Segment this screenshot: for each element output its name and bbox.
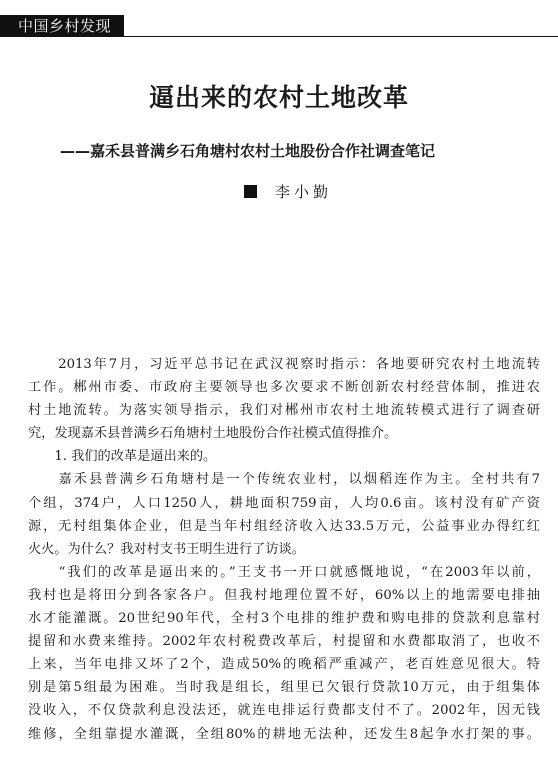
body-text-line: 个组，374户，人口1250人，耕地面积759亩，人均0.6亩。该村没有矿产资 bbox=[28, 495, 540, 511]
body-text-line: “我们的改革是逼出来的。”王支书一开口就感慨地说，“在2003年以前， bbox=[28, 564, 540, 580]
body-text-line: 嘉禾县普满乡石角塘村是一个传统农业村，以烟稻连作为主。全村共有7 bbox=[28, 472, 540, 488]
body-text-line: 我村也是将田分到各家各户。但我村地理位置不好，60%以上的地需要电排抽 bbox=[28, 587, 540, 603]
body-text-line: 工作。郴州市委、市政府主要领导也多次要求不断创新农村经营体制，推进农 bbox=[28, 380, 540, 396]
body-text-line: 水才能灌溉。20世纪90年代，全村3个电排的维护费和购电排的贷款利息靠村 bbox=[28, 611, 540, 627]
body-text-line: 究，发现嘉禾县普满乡石角塘村土地股份合作社模式值得推介。 bbox=[28, 426, 398, 442]
body-text-line: 村土地流转。为落实领导指示，我们对郴州市农村土地流转模式进行了调查研 bbox=[28, 403, 540, 419]
body-text-line: 上来，当年电排又坏了2个，造成50%的晚稻严重减产，老百姓意见很大。特 bbox=[28, 657, 540, 673]
article-subtitle: ——嘉禾县普满乡石角塘村农村土地股份合作社调查笔记 bbox=[60, 142, 436, 160]
body-text-line: 源，无村组集体企业，但是当年村组经济收入达33.5万元，公益事业办得红红 bbox=[28, 518, 540, 534]
article-body bbox=[28, 353, 540, 746]
body-text-line: 维修，全组靠提水灌溉，全组80%的耕地无法种，还发生8起争水打架的事。 bbox=[28, 726, 540, 742]
body-text-line: 火火。为什么？我对村支书王明生进行了访谈。 bbox=[28, 541, 305, 557]
body-text-line: 1. 我们的改革是逼出来的。 bbox=[28, 449, 217, 465]
square-bullet-icon bbox=[244, 185, 257, 198]
author-name: 李小勤 bbox=[275, 183, 333, 201]
body-text-line: 2013年7月，习近平总书记在武汉视察时指示：各地要研究农村土地流转 bbox=[28, 357, 540, 372]
body-text-line: 没收入，不仅贷款利息没法还，就连电排运行费都支付不了。2002年，因无钱 bbox=[28, 703, 540, 719]
article-title: 逼出来的农村土地改革 bbox=[148, 83, 409, 112]
body-text-line: 别是第5组最为困难。当时我是组长，组里已欠银行贷款10万元，由于组集体 bbox=[28, 680, 540, 696]
column-label: 中国乡村发现 bbox=[0, 15, 124, 37]
byline bbox=[244, 181, 332, 203]
body-text-line: 提留和水费来维持。2002年农村税费改革后，村提留和水费都取消了，也收不 bbox=[28, 634, 540, 650]
column-header-rule bbox=[124, 36, 558, 37]
